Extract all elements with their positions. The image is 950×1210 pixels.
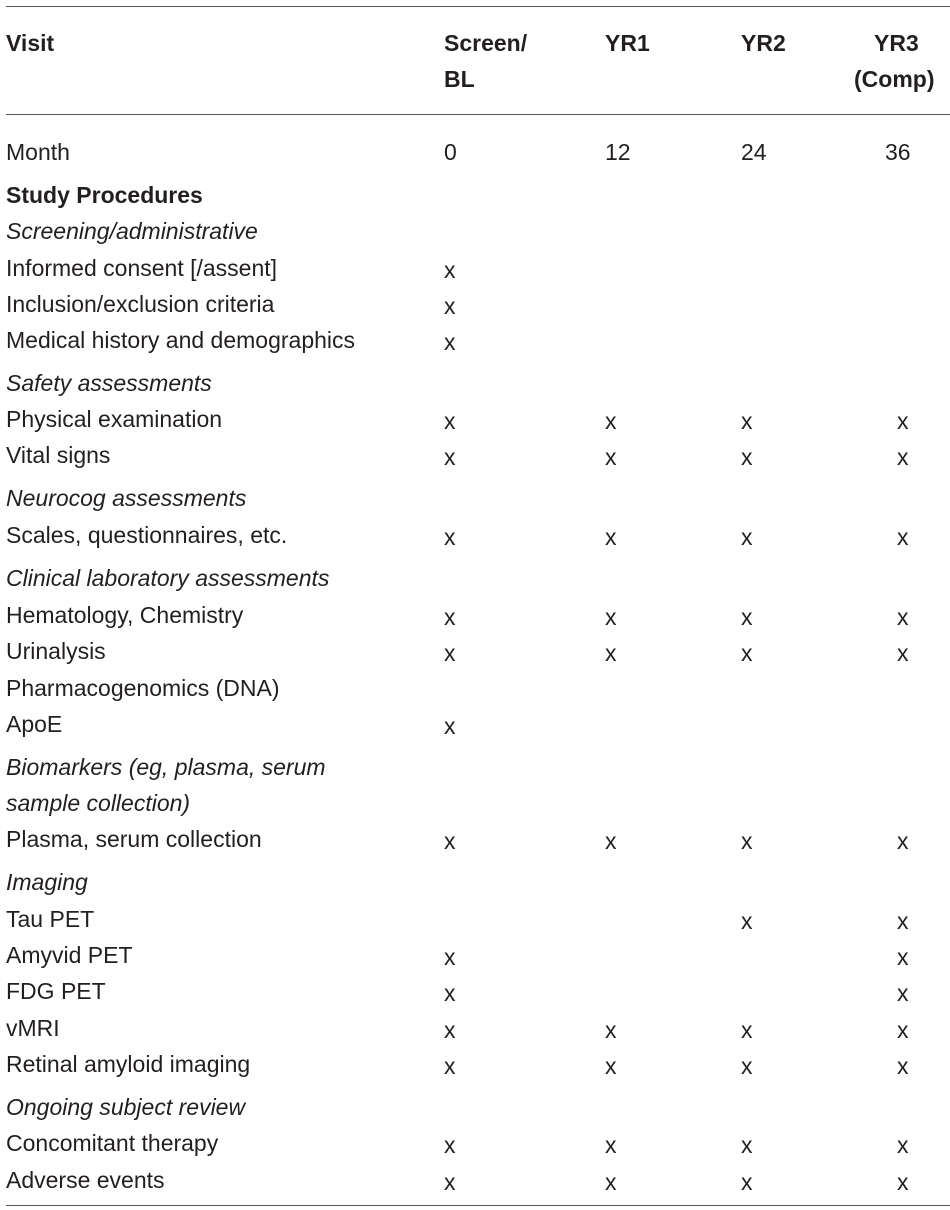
mark-yr3: x [897,944,909,970]
mark-yr2: x [741,524,753,550]
mark-yr2: x [741,1169,753,1195]
procedure-label: Retinal amyloid imaging [6,1051,251,1077]
procedure-label: Physical examination [6,406,223,432]
header-yr2: YR2 [741,30,786,56]
mark-screen-bl: x [444,604,456,630]
mark-screen-bl: x [444,713,456,739]
mark-yr1: x [605,604,617,630]
procedure-label: Amyvid PET [6,942,133,968]
header-rule [6,114,950,115]
mark-screen-bl: x [444,293,456,319]
mark-yr1: x [605,828,617,854]
mark-yr3: x [897,980,909,1006]
procedure-label: Scales, questionnaires, etc. [6,522,288,548]
month-label: Month [6,139,70,165]
mark-yr1: x [605,444,617,470]
mark-screen-bl: x [444,944,456,970]
mark-screen-bl: x [444,524,456,550]
mark-screen-bl: x [444,1132,456,1158]
mark-screen-bl: x [444,980,456,1006]
procedure-label: Vital signs [6,442,111,468]
mark-yr1: x [605,1169,617,1195]
mark-screen-bl: x [444,444,456,470]
mark-yr1: x [605,408,617,434]
category-heading: Ongoing subject review [6,1094,246,1120]
mark-screen-bl: x [444,1169,456,1195]
mark-screen-bl: x [444,257,456,283]
header-yr1: YR1 [605,30,650,56]
mark-yr2: x [741,604,753,630]
procedure-label: Pharmacogenomics (DNA) [6,675,280,701]
mark-yr2: x [741,828,753,854]
procedure-label: FDG PET [6,978,106,1004]
mark-yr3: x [897,408,909,434]
mark-yr3: x [897,640,909,666]
procedure-label: Inclusion/exclusion criteria [6,291,275,317]
mark-screen-bl: x [444,408,456,434]
procedure-label: ApoE [6,711,63,737]
procedure-label: Adverse events [6,1167,165,1193]
procedure-label: Hematology, Chemistry [6,602,244,628]
procedure-label: Informed consent [/assent] [6,255,278,281]
section-heading: Study Procedures [6,182,203,208]
mark-yr2: x [741,1053,753,1079]
mark-screen-bl: x [444,828,456,854]
procedure-label: vMRI [6,1015,60,1041]
header-screen-bl-line1: Screen/ [444,30,528,56]
month-value-screen-bl: 0 [444,139,457,165]
mark-yr3: x [897,604,909,630]
mark-yr3: x [897,444,909,470]
mark-yr3: x [897,1132,909,1158]
month-value-yr1: 12 [605,139,631,165]
header-screen-bl-line2: BL [444,66,475,92]
mark-screen-bl: x [444,1053,456,1079]
category-heading: Imaging [6,869,88,895]
header-visit: Visit [6,30,55,56]
mark-yr1: x [605,524,617,550]
header-yr3-line1: YR3 [874,30,919,56]
mark-yr1: x [605,1017,617,1043]
mark-yr1: x [605,1132,617,1158]
mark-yr3: x [897,1053,909,1079]
category-heading: Neurocog assessments [6,485,247,511]
mark-yr3: x [897,524,909,550]
table-top-rule [6,6,950,7]
mark-screen-bl: x [444,329,456,355]
procedure-label: Medical history and demographics [6,327,356,353]
mark-yr2: x [741,1017,753,1043]
mark-yr2: x [741,908,753,934]
mark-yr1: x [605,640,617,666]
category-heading: Biomarkers (eg, plasma, serum [6,754,326,780]
mark-yr2: x [741,444,753,470]
mark-yr1: x [605,1053,617,1079]
month-value-yr2: 24 [741,139,767,165]
procedure-label: Tau PET [6,906,95,932]
procedure-label: Urinalysis [6,638,106,664]
mark-yr2: x [741,1132,753,1158]
month-value-yr3: 36 [885,139,911,165]
procedure-label: Plasma, serum collection [6,826,262,852]
mark-yr2: x [741,408,753,434]
category-heading: Screening/administrative [6,218,258,244]
category-heading: Safety assessments [6,370,212,396]
mark-yr2: x [741,640,753,666]
header-yr3-line2: (Comp) [854,66,935,92]
mark-yr3: x [897,828,909,854]
category-heading: sample collection) [6,790,191,816]
mark-screen-bl: x [444,1017,456,1043]
category-heading: Clinical laboratory assessments [6,565,330,591]
procedure-label: Concomitant therapy [6,1130,219,1156]
mark-yr3: x [897,908,909,934]
mark-screen-bl: x [444,640,456,666]
mark-yr3: x [897,1169,909,1195]
table-bottom-rule [6,1205,950,1206]
mark-yr3: x [897,1017,909,1043]
